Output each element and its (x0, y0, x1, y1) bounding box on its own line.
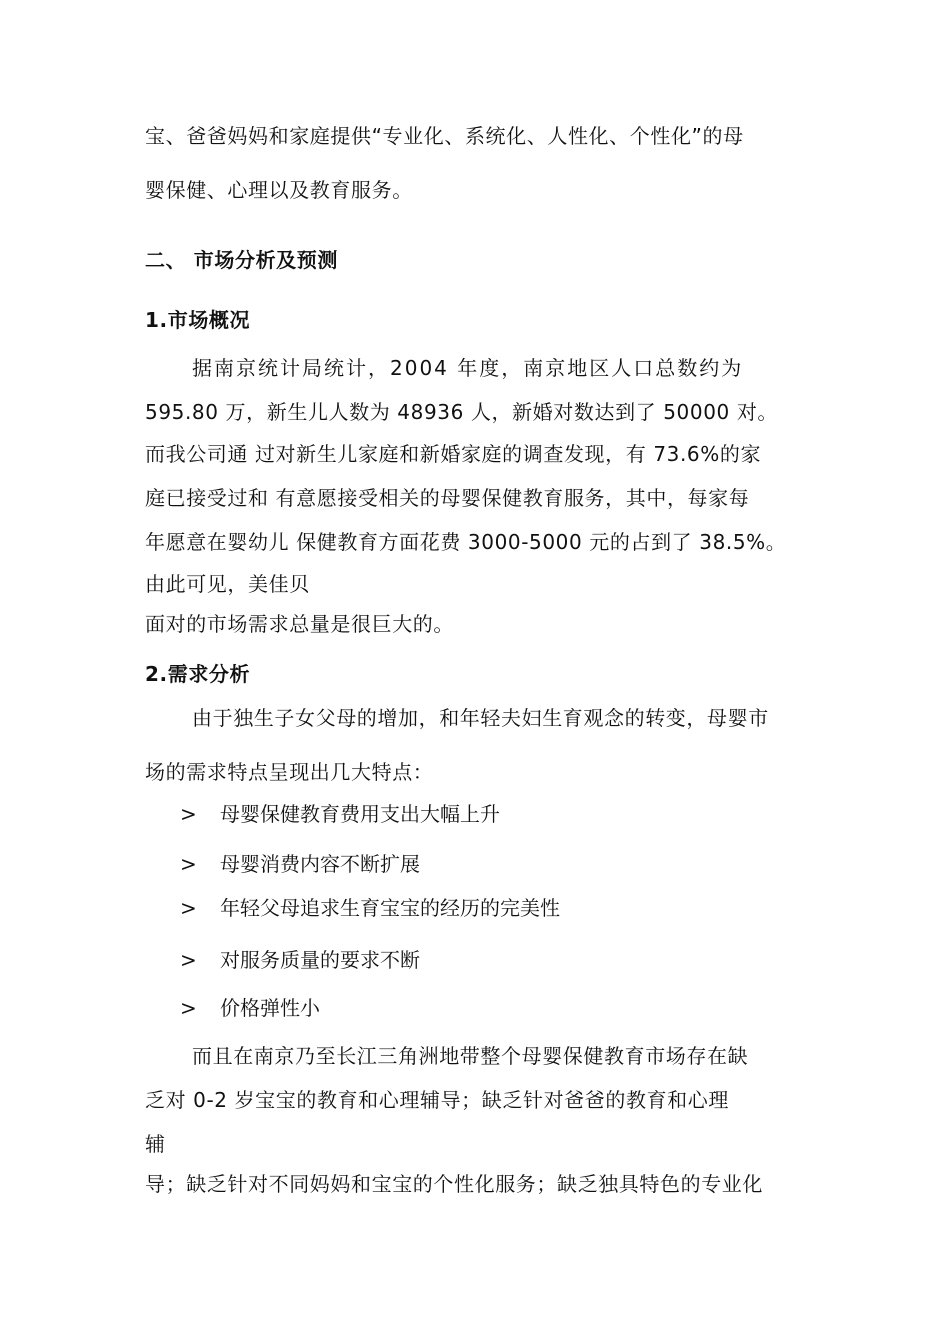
demand-heading: 2.需求分析 (145, 662, 251, 686)
list-item (180, 946, 420, 974)
section-title: 二、 市场分析及预测 (145, 248, 338, 272)
market-line-2: 595.80 万，新生儿人数为 48936 人，新婚对数达到了 50000 对。 (145, 400, 779, 424)
closing-line-4: 导；缺乏针对不同妈妈和宝宝的个性化服务；缺乏独具特色的专业化 (145, 1172, 763, 1196)
market-line-4: 庭已接受过和 有意愿接受相关的母婴保健教育服务，其中，每家每 (145, 486, 750, 510)
list-item-text: 母婴保健教育费用支出大幅上升 (220, 802, 500, 826)
list-item-text: 对服务质量的要求不断 (220, 948, 420, 972)
bullet-arrow-icon: > (180, 948, 197, 972)
closing-line-1: 而且在南京乃至长江三角洲地带整个母婴保健教育市场存在缺 (192, 1044, 749, 1068)
bullet-arrow-icon: > (180, 852, 197, 876)
market-line-3: 而我公司通 过对新生儿家庭和新婚家庭的调查发现，有 73.6%的家 (145, 442, 762, 466)
market-heading: 1.市场概况 (145, 308, 251, 332)
list-item (180, 894, 560, 922)
bullet-arrow-icon: > (180, 802, 197, 826)
list-item-text: 年轻父母追求生育宝宝的经历的完美性 (220, 896, 560, 920)
demand-intro-2: 场的需求特点呈现出几大特点： (145, 760, 434, 784)
list-item (180, 850, 420, 878)
bullet-arrow-icon: > (180, 896, 197, 920)
market-line-5: 年愿意在婴幼儿 保健教育方面花费 3000-5000 元的占到了 38.5%。 (145, 530, 787, 554)
intro-line-1: 宝、爸爸妈妈和家庭提供“专业化、系统化、人性化、个性化”的母 (145, 124, 744, 148)
closing-line-3: 辅 (145, 1132, 166, 1156)
list-item (180, 994, 320, 1022)
list-item (180, 800, 500, 828)
list-item-text: 价格弹性小 (220, 996, 320, 1020)
list-item-text: 母婴消费内容不断扩展 (220, 852, 420, 876)
market-line-7: 面对的市场需求总量是很巨大的。 (145, 612, 454, 636)
demand-intro-1: 由于独生子女父母的增加，和年轻夫妇生育观念的转变，母婴市 (192, 706, 769, 730)
bullet-arrow-icon: > (180, 996, 197, 1020)
intro-line-2: 婴保健、心理以及教育服务。 (145, 178, 413, 202)
market-line-1: 据南京统计局统计，2004 年度，南京地区人口总数约为 (192, 356, 744, 380)
closing-line-2: 乏对 0-2 岁宝宝的教育和心理辅导；缺乏针对爸爸的教育和心理 (145, 1088, 729, 1112)
market-line-6: 由此可见，美佳贝 (145, 572, 310, 596)
